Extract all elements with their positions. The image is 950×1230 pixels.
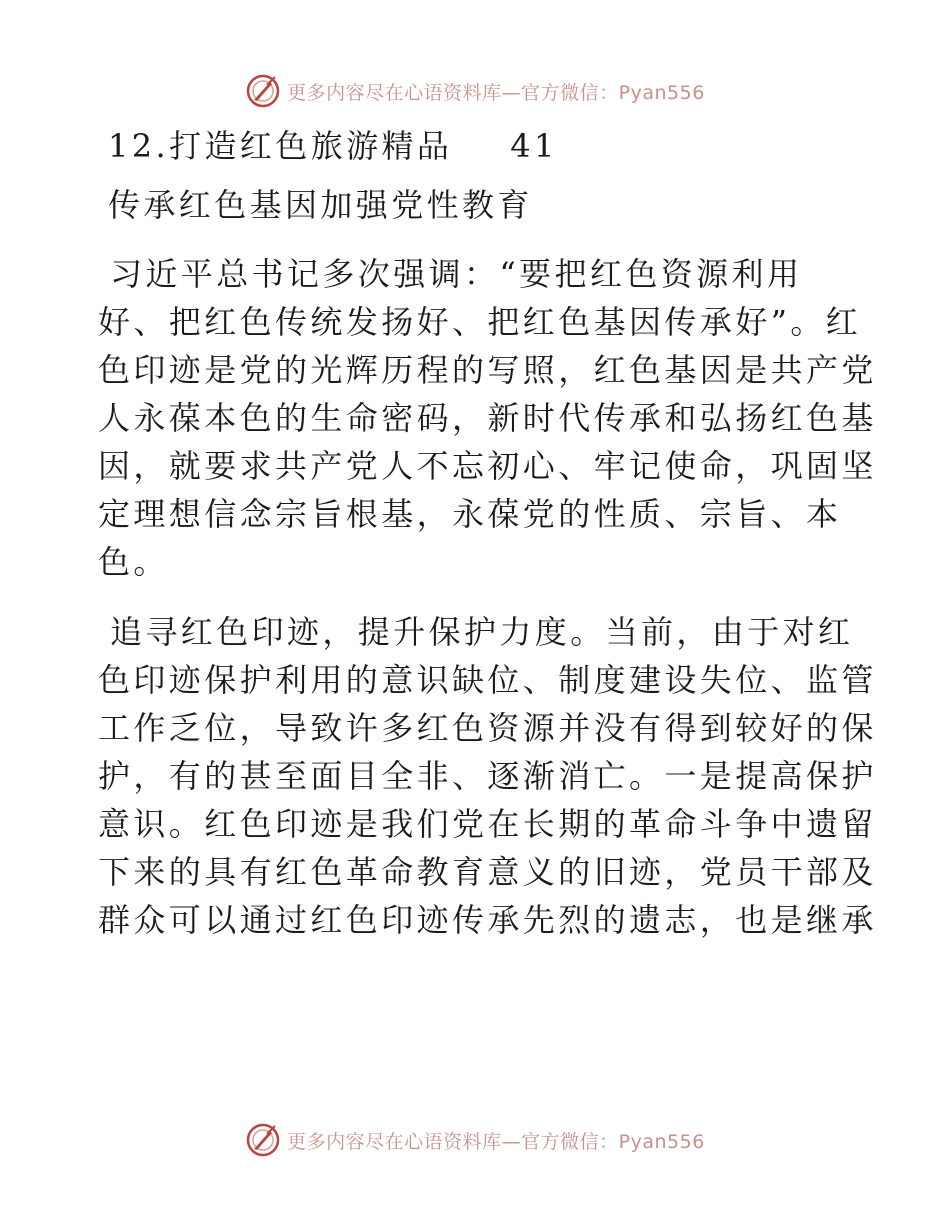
paragraph-line: 好、把红色传统发扬好、把红色基因传承好”。红 — [98, 303, 862, 341]
paragraph-line: 护，有的甚至面目全非、逐渐消亡。一是提高保护 — [98, 757, 877, 795]
watermark-text: 更多内容尽在心语资料库—官方微信：Pyan556 — [287, 81, 705, 104]
paragraph-line: 工作乏位，导致许多红色资源并没有得到较好的保 — [98, 709, 877, 747]
header-watermark — [0, 69, 950, 113]
paragraph-line: 色。 — [98, 543, 169, 581]
paragraph-line: 追寻红色印迹，提升保护力度。当前，由于对红 — [110, 613, 854, 651]
watermark-text: 更多内容尽在心语资料库—官方微信：Pyan556 — [287, 1130, 705, 1153]
paragraph-line: 下来的具有红色革命教育意义的旧迹，党员干部及 — [98, 853, 877, 891]
paragraph-2 — [98, 608, 877, 944]
section-heading: 传承红色基因加强党性教育 — [108, 186, 533, 224]
paragraph-line: 定理想信念宗旨根基，永葆党的性质、宗旨、本 — [98, 495, 842, 533]
toc-entry — [98, 122, 850, 170]
paragraph-line: 习近平总书记多次强调：“要把红色资源利用 — [110, 255, 803, 293]
paragraph-line: 人永葆本色的生命密码，新时代传承和弘扬红色基 — [98, 399, 877, 437]
paragraph-line: 因，就要求共产党人不忘初心、牢记使命，巩固坚 — [98, 447, 877, 485]
quill-seal-icon — [245, 73, 281, 109]
toc-entry-title: 12.打造红色旅游精品 — [108, 127, 453, 165]
toc-entry-page: 41 — [510, 127, 558, 165]
footer-watermark — [0, 1118, 950, 1162]
paragraph-line: 色印迹是党的光辉历程的写照，红色基因是共产党 — [98, 351, 877, 389]
paragraph-line: 色印迹保护利用的意识缺位、制度建设失位、监管 — [98, 661, 877, 699]
quill-seal-icon — [245, 1122, 281, 1158]
document-body — [98, 122, 877, 966]
paragraph-line: 意识。红色印迹是我们党在长期的革命斗争中遗留 — [98, 805, 877, 843]
paragraph-line: 群众可以通过红色印迹传承先烈的遗志，也是继承 — [98, 901, 877, 939]
paragraph-1 — [98, 250, 877, 586]
